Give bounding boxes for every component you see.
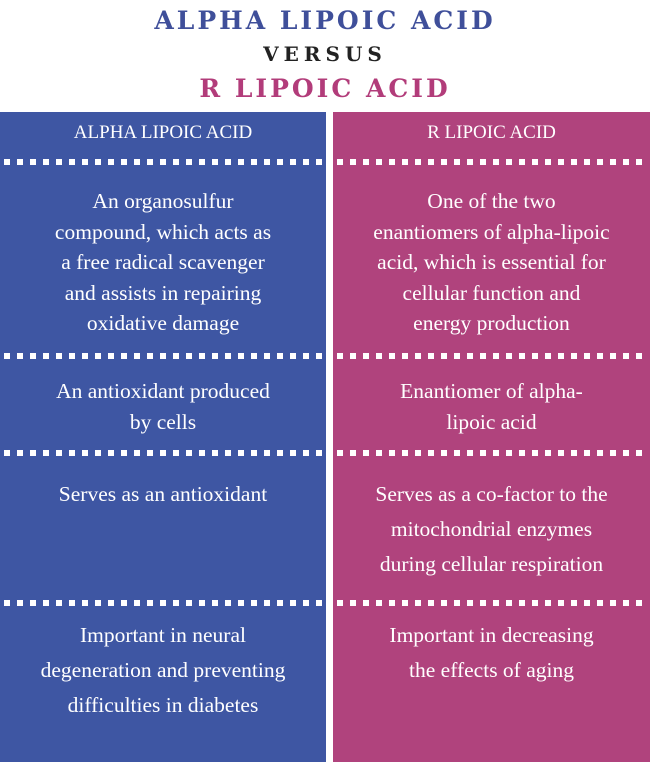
- text-line: acid, which is essential for: [377, 250, 606, 274]
- dotted-divider: [337, 600, 646, 606]
- text-line: oxidative damage: [86, 311, 240, 335]
- text-line: Enantiomer of alpha-: [400, 379, 583, 403]
- text-line: the effects of aging: [409, 658, 574, 682]
- text-line: mitochondrial enzymes: [390, 517, 593, 541]
- left-row-role: [0, 477, 326, 512]
- left-column-header: ALPHA LIPOIC ACID: [73, 122, 253, 143]
- dotted-divider: [4, 353, 322, 359]
- text-line: by cells: [129, 409, 197, 434]
- text-line: cellular function and: [402, 280, 581, 305]
- title-r-lipoic-acid: R LIPOIC ACID: [199, 74, 451, 103]
- text-line: and assists in repairing: [64, 280, 262, 305]
- dotted-divider: [337, 159, 646, 165]
- r-lipoic-acid-column: [333, 112, 650, 762]
- title-alpha-lipoic-acid: ALPHA LIPOIC ACID: [154, 6, 496, 35]
- text-line: during cellular respiration: [379, 552, 604, 576]
- dotted-divider: [4, 450, 322, 456]
- dotted-divider: [337, 353, 646, 359]
- title-block: [0, 0, 650, 112]
- text-line: Important in decreasing: [389, 623, 594, 647]
- text-line: One of the two: [427, 189, 556, 213]
- right-row-definition: [333, 186, 650, 339]
- left-row-nature: [0, 376, 326, 437]
- text-line: enantiomers of alpha-lipoic: [373, 219, 610, 244]
- text-line: An antioxidant produced: [56, 379, 270, 403]
- right-row-role: [333, 477, 650, 582]
- left-row-importance: [0, 618, 326, 723]
- dotted-divider: [337, 450, 646, 456]
- title-versus: VERSUS: [263, 42, 387, 66]
- text-line: Serves as an antioxidant: [58, 482, 268, 506]
- text-line: energy production: [413, 311, 570, 335]
- text-line: difficulties in diabetes: [67, 693, 259, 717]
- text-line: degeneration and preventing: [40, 658, 286, 682]
- right-column-header: R LIPOIC ACID: [427, 122, 556, 143]
- dotted-divider: [4, 159, 322, 165]
- text-line: Serves as a co-factor to the: [375, 482, 608, 506]
- text-line: Important in neural: [80, 623, 246, 647]
- right-row-importance: [333, 618, 650, 688]
- text-line: compound, which acts as: [54, 219, 272, 244]
- right-row-nature: [333, 376, 650, 437]
- dotted-divider: [4, 600, 322, 606]
- text-line: lipoic acid: [446, 409, 537, 434]
- left-row-definition: [0, 186, 326, 339]
- text-line: a free radical scavenger: [61, 250, 265, 274]
- text-line: An organosulfur: [92, 189, 234, 213]
- alpha-lipoic-acid-column: [0, 112, 326, 762]
